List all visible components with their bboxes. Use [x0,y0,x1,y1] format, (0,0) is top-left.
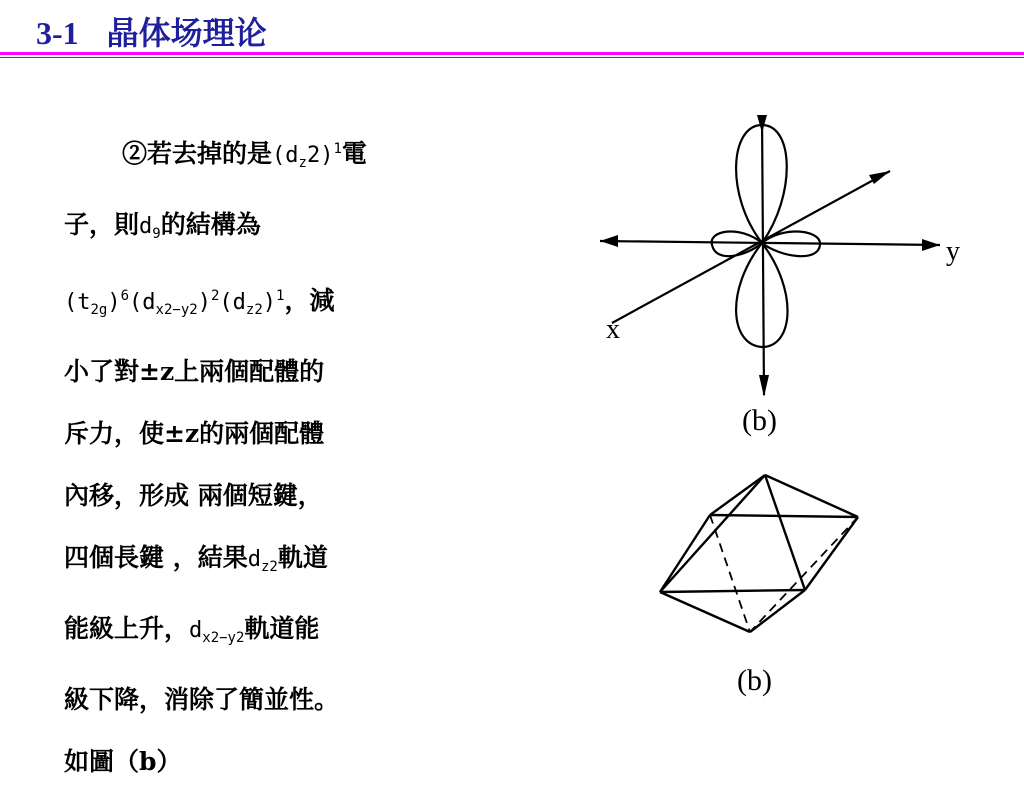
text-line-4: 小了對±z上兩個配體的 [64,357,325,386]
octahedron-figure-caption: (b) [737,664,772,697]
page-title [36,8,267,54]
text-line-2: 子，則$d_9$的結構為 [64,210,261,242]
text-line-3: $(t_{2g})^6(d_{x2-y2})^2(d_{z2})^1$，減 [64,286,335,318]
section-title: 晶体场理论 [106,15,267,51]
distorted-octahedron-figure [650,470,870,640]
orbital-figure-caption: (b) [742,404,777,437]
body-paragraph [64,118,444,793]
section-number: 3-1 [36,15,79,51]
text-line-1: ②若去掉的是$(d_z2)^1$電 [122,139,367,171]
text-line-9: 級下降，消除了簡並性。 [64,685,340,714]
text-line-8: 能級上升，$d_{x2-y2}$軌道能 [64,614,320,646]
text-line-6: 內移，形成 兩個短鍵， [64,481,323,510]
title-underline [0,52,1024,62]
text-line-10: 如圖（b） [64,747,182,776]
y-axis-label: y [946,236,960,267]
text-line-5: 斥力，使±z的兩個配體 [64,419,325,448]
text-line-7: 四個長鍵 ，結果$d_{z2}$軌道 [64,543,328,575]
x-axis-label: x [606,314,620,345]
dz2-orbital-figure [590,85,990,415]
